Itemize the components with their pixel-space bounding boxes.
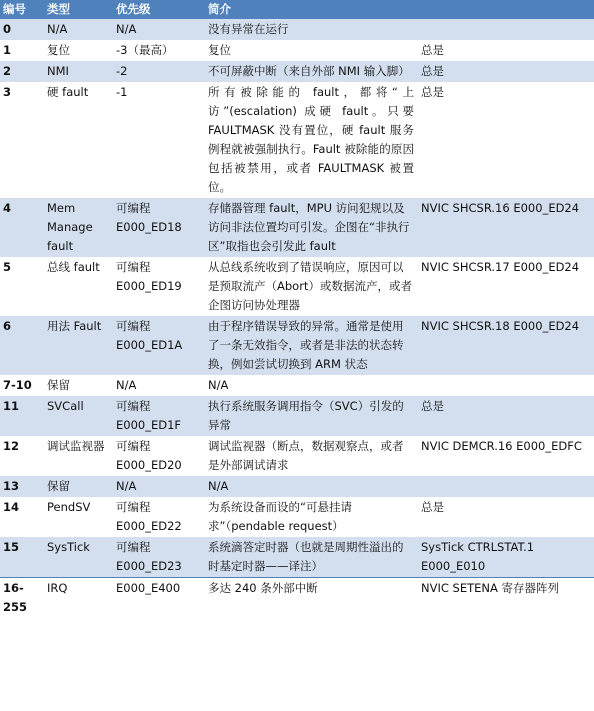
cell-number: 2 — [0, 61, 44, 82]
table-body — [0, 19, 594, 618]
table-row — [0, 497, 594, 537]
cell-description: 由于程序错误导致的异常。通常是使用了一条无效指令，或者是非法的状态转换，例如尝试切换到 ARM 状态 — [205, 316, 418, 375]
table-row — [0, 436, 594, 476]
table-row — [0, 19, 594, 40]
cell-enable: NVIC SHCSR.18 E000_ED24 — [418, 316, 594, 375]
cell-priority: 可编程 E000_ED22 — [116, 500, 182, 533]
cell-enable: NVIC SHCSR.16 E000_ED24 — [418, 198, 594, 257]
cell-type: Mem Manage fault — [44, 198, 113, 257]
cell-description: 多达 240 条外部中断 — [205, 578, 418, 619]
cell-priority: N/A — [113, 476, 205, 497]
cell-description: 没有异常在运行 — [205, 19, 418, 40]
cell-number: 6 — [0, 316, 44, 375]
table-row — [0, 198, 594, 257]
cell-priority: 可编程 E000_ED18 — [113, 198, 205, 257]
cell-description: 执行系统服务调用指令（SVC）引发的异常 — [205, 396, 418, 436]
cell-number: 15 — [0, 537, 44, 578]
cell-enable: NVIC DEMCR.16 E000_EDFC — [421, 439, 582, 453]
cell-description: 为系统设备而设的“可悬挂请求”（pendable request） — [208, 500, 352, 533]
cell-type: IRQ — [44, 578, 113, 619]
cell-type: 保留 — [44, 476, 113, 497]
header-number: 编号 — [0, 0, 44, 19]
table-row — [0, 40, 594, 61]
cell-description: 不可屏蔽中断（来自外部 NMI 输入脚） — [205, 61, 418, 82]
cell-type: NMI — [44, 61, 113, 82]
cell-number: 0 — [0, 19, 44, 40]
cell-enable: NVIC SHCSR.17 E000_ED24 — [421, 260, 580, 274]
cell-enable — [418, 476, 594, 497]
header-enable — [418, 0, 594, 19]
cell-type: PendSV — [47, 500, 91, 514]
cell-type: 总线 fault — [47, 260, 100, 274]
table-row — [0, 257, 594, 316]
cell-description: N/A — [208, 378, 229, 392]
table-row — [0, 375, 594, 396]
cell-number: 11 — [0, 396, 44, 436]
cell-type: 硬 fault — [47, 85, 89, 99]
cell-description: 存储器管理 fault，MPU 访问犯规以及访问非法位置均可引发。企图在“非执行区”取指也会引发此 fault — [205, 198, 418, 257]
cell-priority: N/A — [113, 19, 205, 40]
cell-priority: -1 — [116, 85, 128, 99]
cell-enable: 总是 — [421, 85, 444, 99]
cell-priority: 可编程 E000_ED1A — [113, 316, 205, 375]
cell-number: 1 — [3, 43, 12, 57]
cell-description: 复位 — [208, 43, 231, 57]
cell-enable — [418, 19, 594, 40]
cell-type: N/A — [44, 19, 113, 40]
table-row — [0, 578, 594, 619]
cell-number: 12 — [3, 439, 20, 453]
cell-description: 调试监视器（断点，数据观察点，或者是外部调试请求 — [208, 439, 404, 472]
cell-number: 16-255 — [0, 578, 44, 619]
cell-priority: 可编程 E000_ED1F — [113, 396, 205, 436]
cell-enable: NVIC SETENA 寄存器阵列 — [418, 578, 594, 619]
header-priority: 优先级 — [113, 0, 205, 19]
table-row — [0, 316, 594, 375]
cell-number: 14 — [3, 500, 20, 514]
cell-description: N/A — [205, 476, 418, 497]
cell-priority: 可编程 E000_ED19 — [116, 260, 182, 293]
cell-type: 调试监视器 — [47, 439, 105, 453]
cell-enable: 总是 — [421, 500, 444, 514]
cell-priority: N/A — [116, 378, 137, 392]
cell-description: 从总线系统收到了错误响应，原因可以是预取流产（Abort）或数据流产，或者企图访问协处理器 — [208, 260, 412, 312]
cell-priority: E000_E400 — [113, 578, 205, 619]
cell-type: 保留 — [47, 378, 70, 392]
table-row — [0, 61, 594, 82]
cell-description: 所有被除能的 fault，都将“上访”(escalation) 成硬 fault。只要 FAULTMASK 没有置位，硬 fault 服务例程就被强制执行。Fault 被除能的原因包括被禁用，或者 FAULTMASK 被置位。 — [208, 85, 414, 194]
header-row — [0, 0, 594, 19]
cell-number: 13 — [0, 476, 44, 497]
table-row — [0, 82, 594, 198]
cell-type: SVCall — [44, 396, 113, 436]
table-row — [0, 396, 594, 436]
cell-enable: SysTick CTRLSTAT.1 E000_E010 — [418, 537, 594, 578]
table-header — [0, 0, 594, 19]
cell-number: 3 — [3, 85, 12, 99]
table-row — [0, 476, 594, 497]
cell-description: 系统滴答定时器（也就是周期性溢出的时基定时器——译注） — [205, 537, 418, 578]
cell-type: 用法 Fault — [44, 316, 113, 375]
header-description: 简介 — [205, 0, 418, 19]
cell-priority: -3（最高） — [116, 43, 174, 57]
cell-enable — [418, 375, 594, 396]
cell-number: 5 — [3, 260, 12, 274]
cell-enable: 总是 — [418, 396, 594, 436]
table-row — [0, 537, 594, 578]
header-type: 类型 — [44, 0, 113, 19]
cell-enable: 总是 — [418, 61, 594, 82]
cell-type: 复位 — [47, 43, 70, 57]
cell-number: 7-10 — [3, 378, 32, 392]
cell-type: SysTick — [44, 537, 113, 578]
cell-number: 4 — [0, 198, 44, 257]
cell-priority: -2 — [113, 61, 205, 82]
cell-priority: 可编程 E000_ED23 — [113, 537, 205, 578]
cell-priority: 可编程 E000_ED20 — [116, 439, 182, 472]
cell-enable: 总是 — [421, 43, 444, 57]
